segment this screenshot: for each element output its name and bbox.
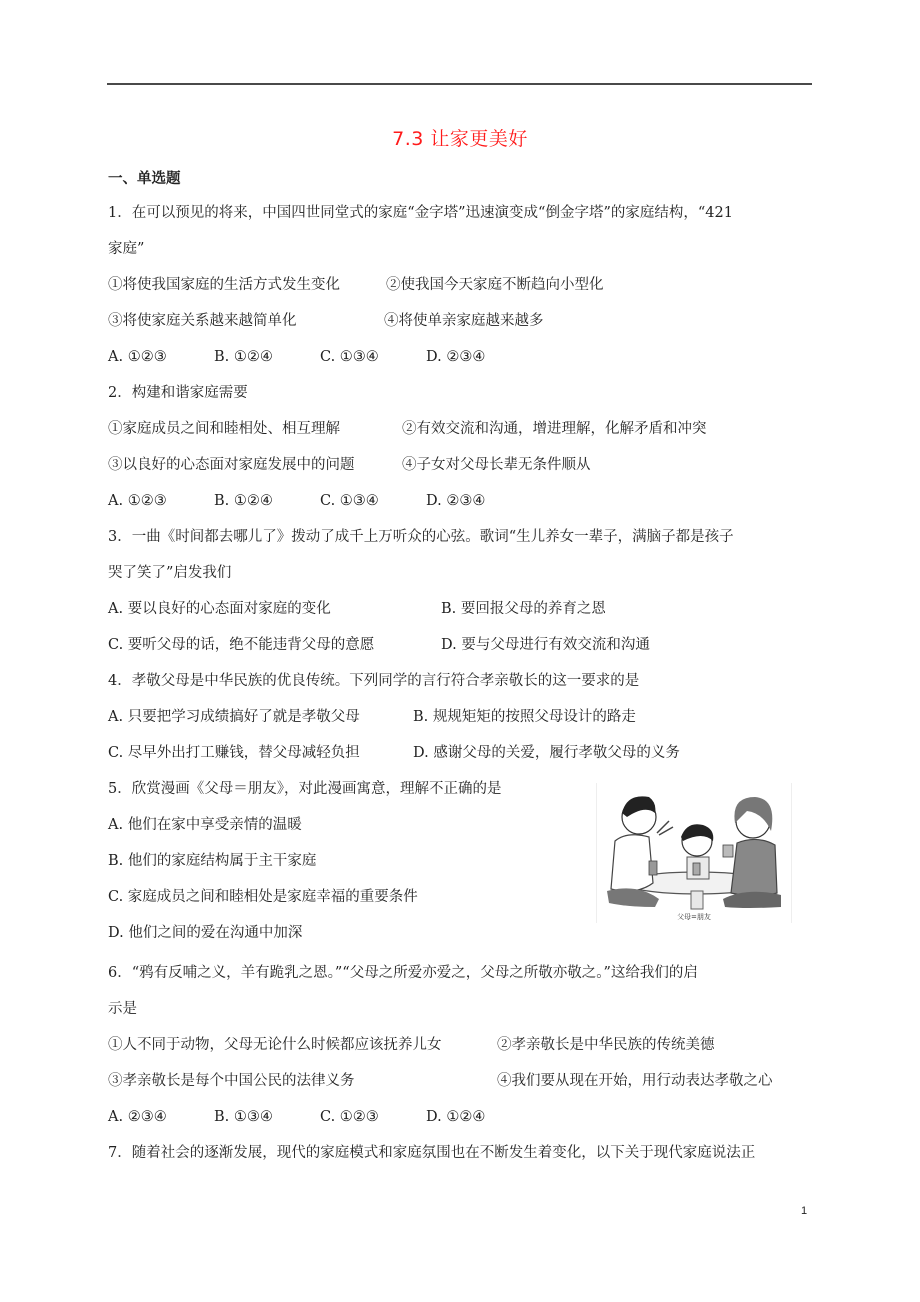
statement: ④子女对父母长辈无条件顺从 bbox=[402, 457, 591, 473]
statement: ②有效交流和沟通，增进理解，化解矛盾和冲突 bbox=[402, 421, 707, 437]
question-stem: 家庭” bbox=[108, 241, 145, 257]
statement: ④我们要从现在开始，用行动表达孝敬之心 bbox=[497, 1073, 773, 1089]
statement: ③以良好的心态面对家庭发展中的问题 bbox=[108, 457, 355, 473]
question-stem: 2．构建和谐家庭需要 bbox=[108, 385, 248, 401]
option-c[interactable]: C. ①③④ bbox=[320, 349, 379, 365]
option-c[interactable]: C. 尽早外出打工赚钱，替父母减轻负担 bbox=[108, 745, 360, 761]
option-a[interactable]: A. ②③④ bbox=[108, 1109, 167, 1125]
statement: ①将使我国家庭的生活方式发生变化 bbox=[108, 277, 340, 293]
option-d[interactable]: D. ②③④ bbox=[426, 349, 486, 365]
page-title: 7.3 让家更美好 bbox=[392, 128, 528, 150]
question-stem: 哭了笑了”启发我们 bbox=[108, 565, 232, 581]
header-rule bbox=[107, 83, 812, 85]
question-stem: 3．一曲《时间都去哪儿了》拨动了成千上万听众的心弦。歌词“生儿养女一辈子，满脑子都是孩子 bbox=[108, 529, 734, 545]
option-c[interactable]: C. 家庭成员之间和睦相处是家庭幸福的重要条件 bbox=[108, 889, 418, 905]
option-d[interactable]: D. ①②④ bbox=[426, 1109, 486, 1125]
option-c[interactable]: C. ①②③ bbox=[320, 1109, 379, 1125]
question-stem: 6．“鸦有反哺之义，羊有跪乳之恩。”“父母之所爱亦爱之，父母之所敬亦敬之。”这给我们的启 bbox=[108, 965, 698, 981]
option-a[interactable]: A. 他们在家中享受亲情的温暖 bbox=[108, 817, 302, 833]
option-d[interactable]: D. 他们之间的爱在沟通中加深 bbox=[108, 925, 303, 941]
statement: ②孝亲敬长是中华民族的传统美德 bbox=[497, 1037, 715, 1053]
question-stem: 7．随着社会的逐渐发展，现代的家庭模式和家庭氛围也在不断发生着变化，以下关于现代家庭说法正 bbox=[108, 1145, 756, 1161]
option-d[interactable]: D. 感谢父母的关爱，履行孝敬父母的义务 bbox=[413, 745, 680, 761]
option-b[interactable]: B. 规规矩矩的按照父母设计的路走 bbox=[413, 709, 636, 725]
statement: ③将使家庭关系越来越简单化 bbox=[108, 313, 297, 329]
option-c[interactable]: C. ①③④ bbox=[320, 493, 379, 509]
option-a[interactable]: A. 只要把学习成绩搞好了就是孝敬父母 bbox=[108, 709, 360, 725]
statement: ③孝亲敬长是每个中国公民的法律义务 bbox=[108, 1073, 355, 1089]
question-stem: 示是 bbox=[108, 1001, 137, 1017]
statement: ②使我国今天家庭不断趋向小型化 bbox=[386, 277, 604, 293]
option-b[interactable]: B. ①②④ bbox=[214, 349, 273, 365]
option-b[interactable]: B. ①②④ bbox=[214, 493, 273, 509]
option-c[interactable]: C. 要听父母的话，绝不能违背父母的意愿 bbox=[108, 637, 375, 653]
page-number: 1 bbox=[801, 1205, 808, 1217]
question-stem: 1．在可以预见的将来，中国四世同堂式的家庭“金字塔”迅速演变成“倒金字塔”的家庭结构，“421 bbox=[108, 205, 733, 221]
option-b[interactable]: B. ①③④ bbox=[214, 1109, 273, 1125]
question-stem: 4．孝敬父母是中华民族的优良传统。下列同学的言行符合孝亲敬长的这一要求的是 bbox=[108, 673, 640, 689]
family-cartoon-icon bbox=[597, 783, 791, 923]
question-stem: 5．欣赏漫画《父母＝朋友》，对此漫画寓意，理解不正确的是 bbox=[108, 781, 502, 797]
option-d[interactable]: D. ②③④ bbox=[426, 493, 486, 509]
statement: ④将使单亲家庭越来越多 bbox=[384, 313, 544, 329]
option-b[interactable]: B. 要回报父母的养育之恩 bbox=[441, 601, 606, 617]
statement: ①人不同于动物，父母无论什么时候都应该抚养儿女 bbox=[108, 1037, 442, 1053]
option-d[interactable]: D. 要与父母进行有效交流和沟通 bbox=[441, 637, 650, 653]
option-b[interactable]: B. 他们的家庭结构属于主干家庭 bbox=[108, 853, 317, 869]
cartoon-illustration bbox=[596, 783, 792, 923]
option-a[interactable]: A. 要以良好的心态面对家庭的变化 bbox=[108, 601, 331, 617]
section-heading: 一、单选题 bbox=[108, 171, 181, 187]
option-a[interactable]: A. ①②③ bbox=[108, 349, 167, 365]
option-a[interactable]: A. ①②③ bbox=[108, 493, 167, 509]
statement: ①家庭成员之间和睦相处、相互理解 bbox=[108, 421, 340, 437]
illustration-caption: 父母=朋友 bbox=[677, 913, 711, 921]
